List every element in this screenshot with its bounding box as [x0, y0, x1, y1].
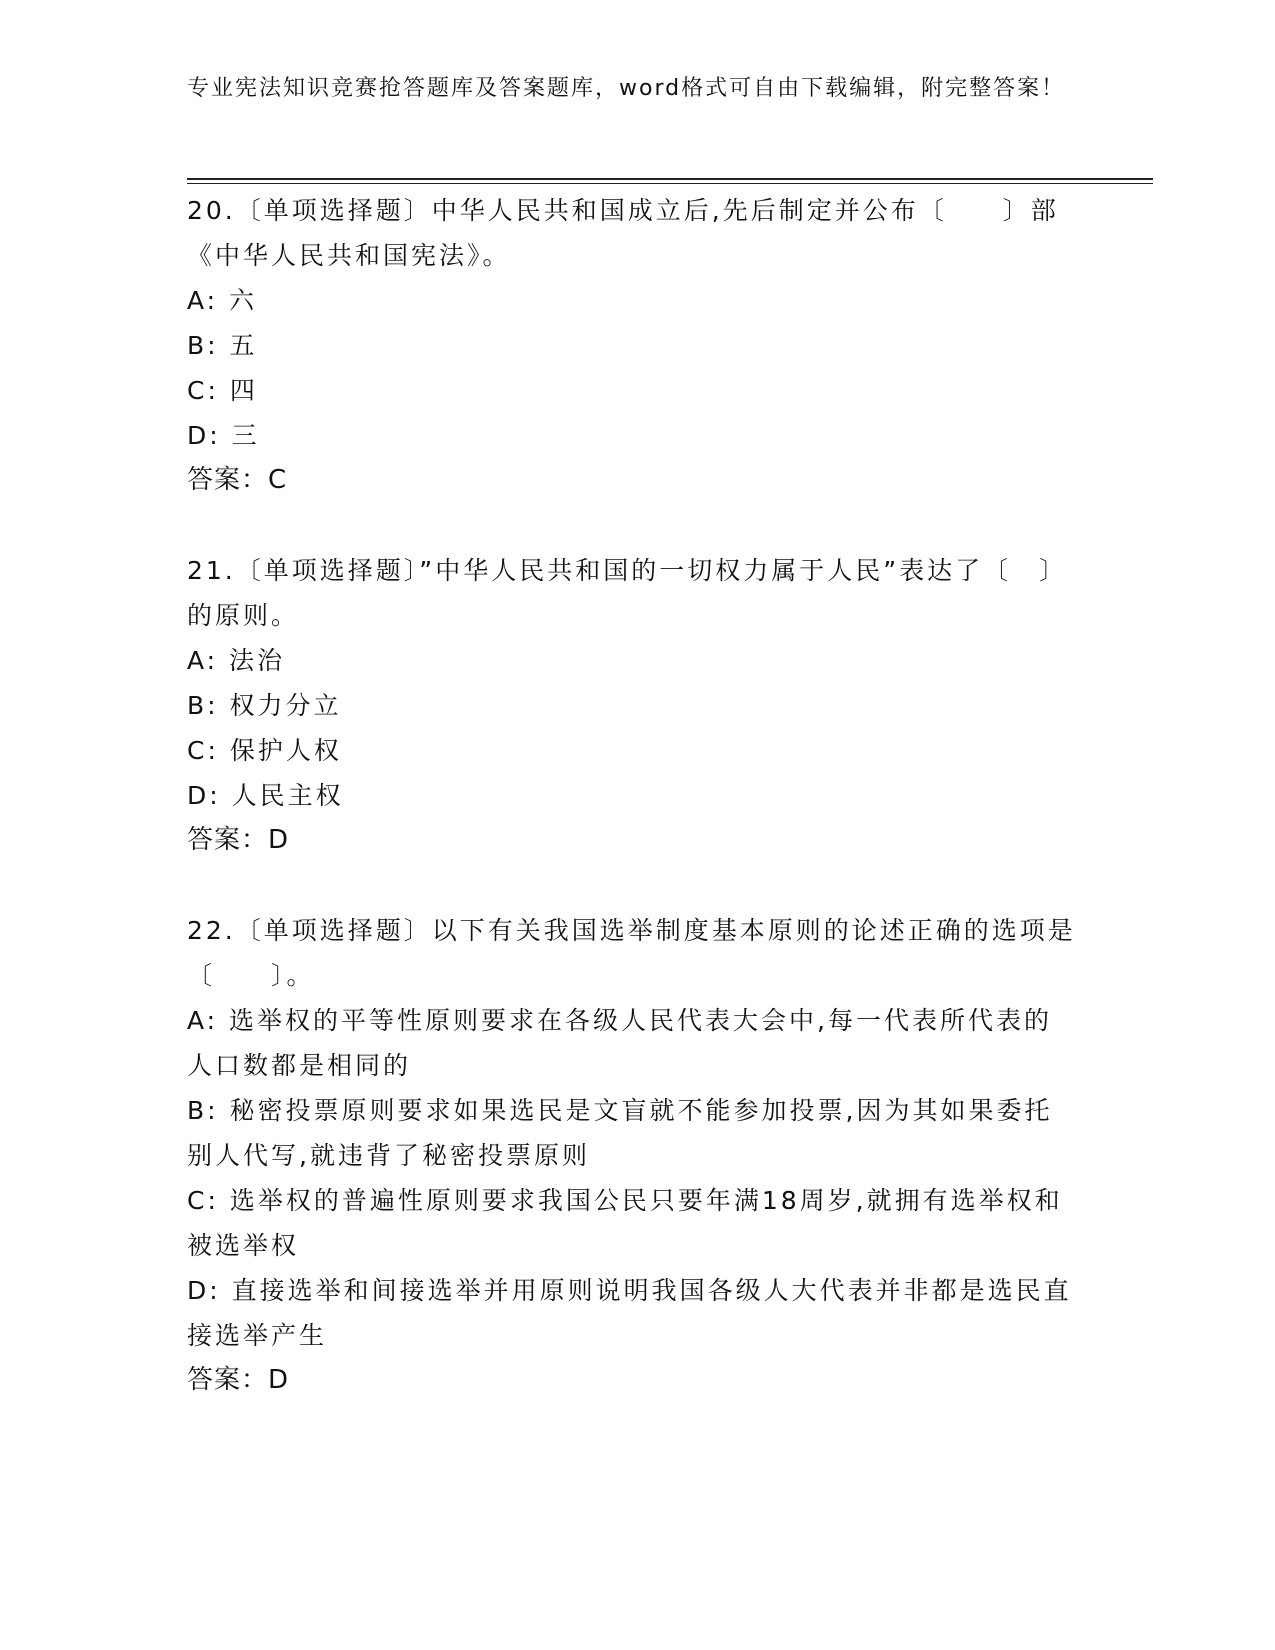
option-c: C: 保护人权 — [187, 736, 342, 765]
option-b: B: 五 — [187, 331, 258, 360]
answer — [187, 1358, 1087, 1403]
question-22 — [187, 908, 1087, 1403]
header-divider — [187, 178, 1153, 180]
option-b: B: 权力分立 — [187, 691, 342, 720]
answer-value: D — [268, 825, 290, 855]
answer-value: D — [268, 1365, 290, 1395]
option-c: C: 四 — [187, 376, 258, 405]
answer — [187, 818, 1087, 863]
option-a: A: 法治 — [187, 646, 286, 675]
question-stem: 21.〔单项选择题〕”中华人民共和国的一切权力属于人民”表达了〔 〕的原则。 — [187, 556, 1068, 630]
option-d: D: 人民主权 — [187, 781, 344, 810]
header-divider-thin — [187, 183, 1153, 184]
answer — [187, 458, 1087, 503]
answer-label: 答案： — [187, 1365, 269, 1395]
answer-label: 答案： — [187, 465, 269, 495]
answer-label: 答案： — [187, 825, 269, 855]
option-a: A: 选举权的平等性原则要求在各级人民代表大会中,每一代表所代表的人口数都是相同的 — [187, 1006, 1052, 1080]
option-b: B: 秘密投票原则要求如果选民是文盲就不能参加投票,因为其如果委托别人代写,就违背了秘密投票原则 — [187, 1096, 1053, 1170]
document-header: 专业宪法知识竞赛抢答题库及答案题库，word格式可自由下载编辑，附完整答案！ — [187, 76, 1066, 101]
question-stem: 20.〔单项选择题〕中华人民共和国成立后,先后制定并公布〔 〕部《中华人民共和国宪法》。 — [187, 196, 1059, 270]
answer-value: C — [268, 465, 288, 495]
question-20 — [187, 188, 1087, 503]
option-a: A: 六 — [187, 286, 258, 315]
question-21 — [187, 548, 1087, 863]
option-d: D: 三 — [187, 421, 260, 450]
question-stem: 22.〔单项选择题〕以下有关我国选举制度基本原则的论述正确的选项是〔 〕。 — [187, 916, 1076, 990]
option-c: C: 选举权的普遍性原则要求我国公民只要年满18周岁,就拥有选举权和被选举权 — [187, 1186, 1063, 1260]
option-d: D: 直接选举和间接选举并用原则说明我国各级人大代表并非都是选民直接选举产生 — [187, 1276, 1072, 1350]
